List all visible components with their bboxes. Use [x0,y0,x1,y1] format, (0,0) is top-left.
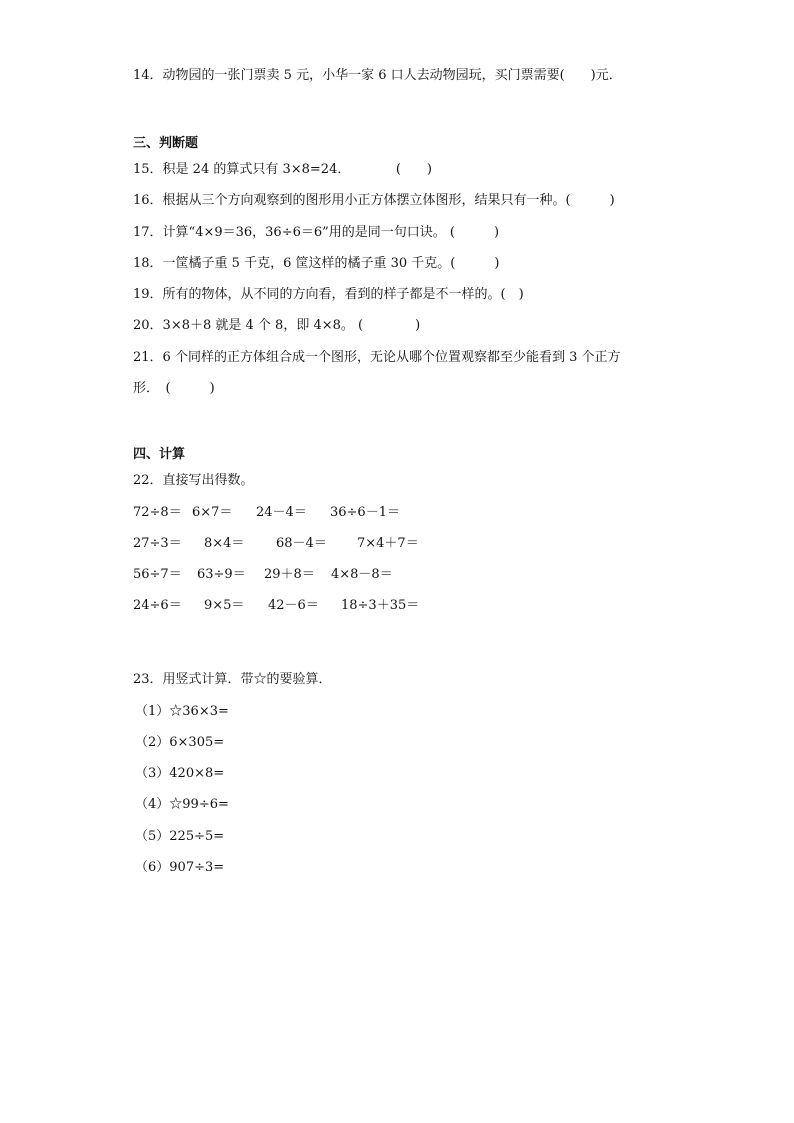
question-19: 19．所有的物体，从不同的方向看，看到的样子都是不一样的。( ) [133,287,524,302]
calc-item: 63÷9＝ [197,567,246,582]
section-calc-title: 四、计算 [133,447,186,462]
calc-item: 72÷8＝ [133,505,182,520]
calc-item: 36÷6－1＝ [330,505,400,520]
calc-item: 24－4＝ [256,505,307,520]
question-14: 14．动物园的一张门票卖 5 元，小华一家 6 口人去动物园玩，买门票需要( )元． [133,68,622,83]
list-item: （2）6×305= [135,735,225,750]
question-22: 22．直接写出得数。 [133,473,254,488]
question-16: 16．根据从三个方向观察到的图形用小正方体摆立体图形，结果只有一种。( ) [133,193,615,208]
question-18: 18．一筐橘子重 5 千克，6 筐这样的橘子重 30 千克。( ) [133,256,500,271]
section-judgement-title: 三、判断题 [133,136,199,151]
calc-item: 4×8－8＝ [331,567,393,582]
calc-item: 56÷7＝ [133,567,182,582]
question-15: 15．积是 24 的算式只有 3×8=24． ( ) [133,162,432,177]
calc-item: 9×5＝ [204,598,245,613]
calc-item: 8×4＝ [204,536,245,551]
question-17: 17．计算“4×9＝36，36÷6＝6”用的是同一句口诀。 ( ) [133,225,500,240]
calc-item: 68－4＝ [276,536,327,551]
question-21-line-2: 形． ( ) [133,381,215,396]
calc-item: 24÷6＝ [133,598,182,613]
calc-item: 27÷3＝ [133,536,182,551]
question-23: 23．用竖式计算．带☆的要验算． [133,672,332,687]
question-21-line-1: 21．6 个同样的正方体组合成一个图形，无论从哪个位置观察都至少能看到 3 个正方 [133,350,621,365]
calc-item: 29＋8＝ [264,567,315,582]
calc-item: 18÷3＋35＝ [341,598,420,613]
list-item: （5）225÷5= [135,829,225,844]
calc-item: 42－6＝ [268,598,319,613]
list-item: （6）907÷3= [135,860,225,875]
question-20: 20．3×8＋8 就是 4 个 8，即 4×8。 ( ) [133,318,421,333]
calc-item: 6×7＝ [192,505,233,520]
list-item: （4）☆99÷6= [135,797,229,812]
calc-item: 7×4＋7＝ [357,536,419,551]
list-item: （3）420×8= [135,766,225,781]
list-item: （1）☆36×3= [135,704,229,719]
